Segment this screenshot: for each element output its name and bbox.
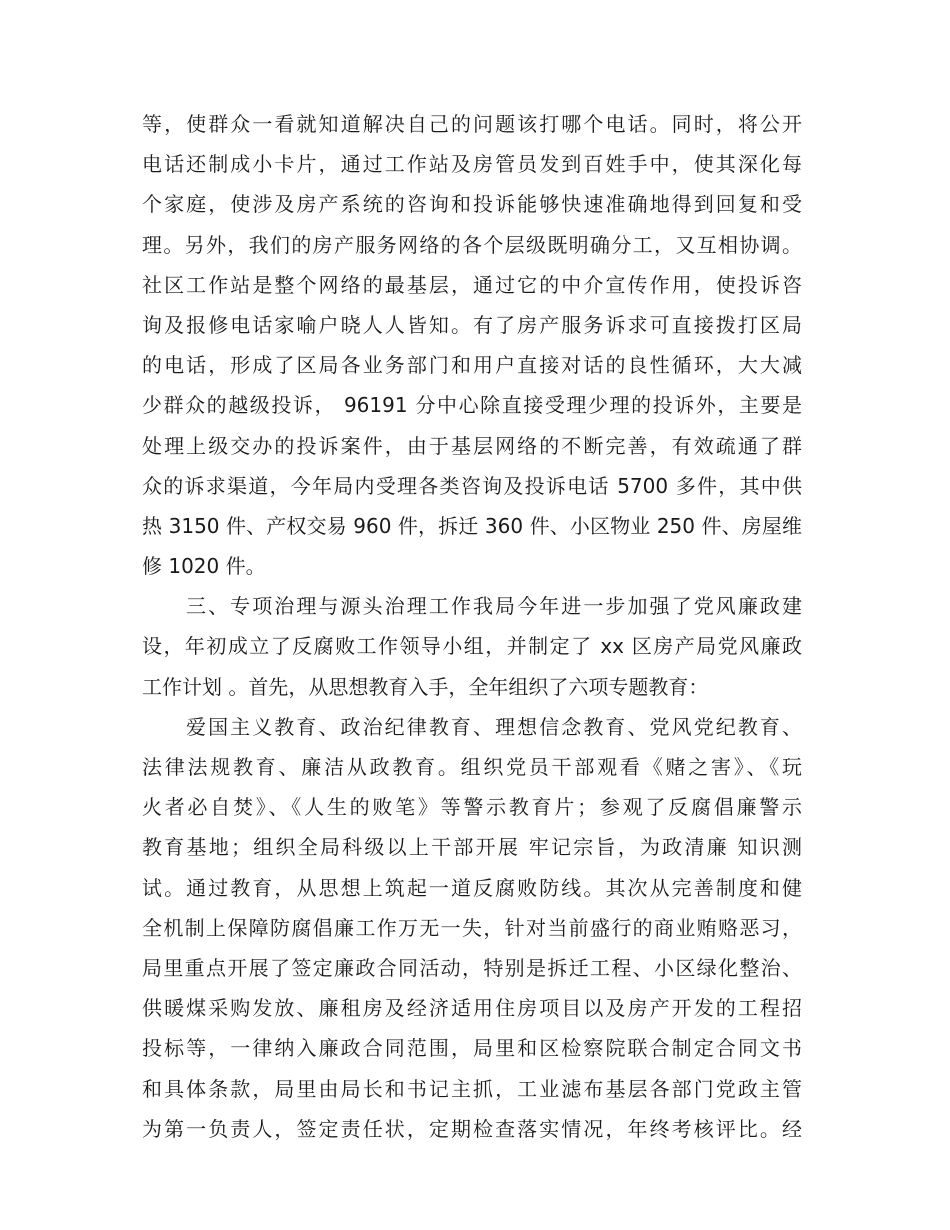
text-line: 教育基地；组织全局科级以上干部开展 牢记宗旨，为政清廉 知识测 (142, 835, 802, 860)
text-line: 热 3150 件、产权交易 960 件，拆迁 360 件、小区物业 250 件、房屋维 (142, 513, 802, 538)
text-line: 电话还制成小卡片，通过工作站及房管员发到百姓手中，使其深化每 (142, 152, 802, 177)
text-line: 为第一负责人，签定责任状，定期检查落实情况，年终考核评比。经 (142, 1116, 802, 1141)
text-line: 等，使群众一看就知道解决自己的问题该打哪个电话。同时，将公开 (142, 112, 802, 136)
text-line: 试。通过教育，从思想上筑起一道反腐败防线。其次从完善制度和健 (142, 875, 802, 900)
paragraph (142, 586, 802, 707)
paragraph (142, 707, 802, 1149)
text-line: 火者必自焚》、《人生的败笔》等警示教育片；参观了反腐倡廉警示 (142, 795, 802, 820)
text-line: 的电话，形成了区局各业务部门和用户直接对话的良性循环，大大减 (142, 353, 802, 378)
document-body (142, 104, 802, 1149)
text-line: 和具体条款，局里由局长和书记主抓，工业滤布基层各部门党政主管 (142, 1076, 802, 1101)
text-line: 修 1020 件。 (142, 554, 266, 579)
text-line: 少群众的越级投诉， 96191 分中心除直接受理少理的投诉外，主要是 (142, 393, 802, 418)
text-line: 询及报修电话家喻户晓人人皆知。有了房产服务诉求可直接拨打区局 (142, 312, 802, 337)
text-line: 工作计划 。首先，从思想教育入手，全年组织了六项专题教育： (142, 674, 709, 699)
text-line: 众的诉求渠道，今年局内受理各类咨询及投诉电话 5700 多件，其中供 (142, 473, 802, 498)
text-line: 全机制上保障防腐倡廉工作万无一失，针对当前盛行的商业贿赂恶习， (142, 915, 802, 940)
text-line: 三、专项治理与源头治理工作我局今年进一步加强了党风廉政建 (186, 594, 802, 619)
text-line: 法律法规教育、廉洁从政教育。组织党员干部观看《赌之害》、《玩 (142, 755, 802, 779)
text-line: 个家庭，使涉及房产系统的咨询和投诉能够快速准确地得到回复和受 (142, 192, 802, 217)
text-line: 社区工作站是整个网络的最基层，通过它的中介宣传作用，使投诉咨 (142, 272, 802, 297)
paragraph (142, 104, 802, 586)
text-line: 设，年初成立了反腐败工作领导小组，并制定了 xx 区房产局党风廉政 (142, 634, 802, 659)
text-line: 处理上级交办的投诉案件，由于基层网络的不断完善，有效疏通了群 (142, 433, 802, 458)
text-line: 供暖煤采购发放、廉租房及经济适用住房项目以及房产开发的工程招 (142, 996, 802, 1021)
text-line: 投标等，一律纳入廉政合同范围，局里和区检察院联合制定合同文书 (142, 1036, 802, 1061)
text-line: 理。另外，我们的房产服务网络的各个层级既明确分工，又互相协调。 (142, 232, 802, 257)
text-line: 爱国主义教育、政治纪律教育、理想信念教育、党风党纪教育、 (186, 714, 802, 739)
text-line: 局里重点开展了签定廉政合同活动，特别是拆迁工程、小区绿化整治、 (142, 955, 802, 980)
